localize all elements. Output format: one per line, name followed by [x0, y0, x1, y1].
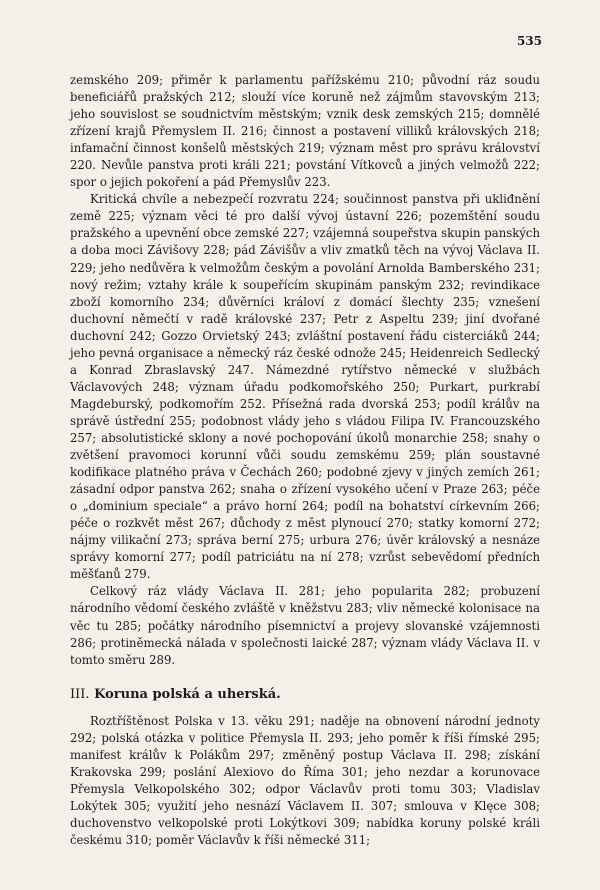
section-title: Koruna polská a uherská. — [94, 686, 281, 702]
paragraph: Celkový ráz vlády Václava II. 281; jeho popularita 282; probuzení národního vědomí českého zvláště v kněžstvu 283; vliv německé kolonisace na věc tu 285; počátky národního písemnictví a projevy slovanské vzájemnosti 286; protiněmecká nálada v společnosti laické 287; význam vlády Václava II. v tomto směru 289. — [70, 584, 540, 667]
section-heading — [70, 686, 540, 703]
page-number: 535 — [516, 34, 542, 48]
page-content — [70, 72, 540, 849]
paragraph: Kritická chvíle a nebezpečí rozvratu 224; součinnost panstva při ukliđnění země 225; význam věci té pro další vývoj ústavní 226; pozemštění soudu pražského a upevnění obce zemské 227; vzájemná soupeřstva skupin panských a doba moci Závišovy 228; pád Závišův a vliv zmatků těch na vývoj Václava II. 229; jeho nedůvěra k velmožům českým a povolání Arnolda Bamberského 231; nový režim; vztahy krále k soupeřícím skupinám panským 232; revindikace zboží komorního 234; důvěrníci královí z domácí šlechty 235; vznešení duchovní němečtí v radě královské 237; Petr z Aspeltu 239; jiní dvořané duchovní 242; Gozzo Orvietský 243; zvláštní postavení řádu cisterciáků 244; jeho pevná organisace a německý ráz české odnože 245; Heidenreich Sedlecký a Konrad Zbraslavský 247. Námezdné rytířstvo německé v službách Václavových 248; význam úřadu podkomořského 250; Purkart, purkrabí Magdeburský, podkomořím 252. Přísežná rada dvorská 253; podíl králův na správě ústřední 255; podobnost vlády jeho s vládou Filipa IV. Francouzského 257; absolutistické sklony a nové pochopování úkolů monarchie 258; snahy o zvětšení pravomoci korunní vůči soudu zemskému 259; plán soustavné kodifikace platného práva v Čechách 260; podobné zjevy v jiných zemích 261; zásadní odpor panstva 262; snaha o zřízení vysokého učení v Praze 263; péče o „dominium speciale“ a právo horní 264; podíl na bohatství církevním 266; péče o rozkvět měst 267; důchody z měst plynoucí 270; statky komorní 272; nájmy vilikační 273; správa berní 275; urbura 276; úvěr královský a nesnáze správy komorní 277; podíl patriciátu na ní 278; vzrůst sebevědomí předních měšťanů 279. — [70, 192, 540, 582]
section-paragraph: Roztříštěnost Polska v 13. věku 291; naděje na obnovení národní jednoty 292; polská otázka v politice Přemysla II. 293; jeho poměr k říši římské 295; manifest králův k Polákům 297; změněný postup Václava II. 298; získání Krakovska 299; poslání Alexiovo do Říma 301; jeho nezdar a korunovace Přemysla Velkopolského 302; odpor Václavův proti tomu 303; Vladislav Lokýtek 305; využití jeho nesnází Václavem II. 307; smlouva v Klęce 308; duchovenstvo velkopolské proti Lokýtkovi 309; nabídka koruny polské králi českému 310; poměr Václavův k říši německé 311; — [70, 713, 540, 848]
section-number: III. — [70, 686, 90, 702]
paragraph-continued: zemského 209; přiměr k parlamentu pařížskému 210; původní ráz soudu beneficiářů pražských 212; slouží více koruně než zájmům stavovským 213; jeho souvislost se soudnictvím městským; vznik desk zemských 215; domnělé zřízení krajů Přemyslem II. 216; činnost a postavení villiků královských 218; infamační činnost konšelů městských 219; význam měst pro správu království 220. Nevůle panstva proti králi 221; povstání Vítkovců a jiných velmožů 222; spor o jejich pokoření a pád Přemyslův 223. — [70, 73, 540, 190]
